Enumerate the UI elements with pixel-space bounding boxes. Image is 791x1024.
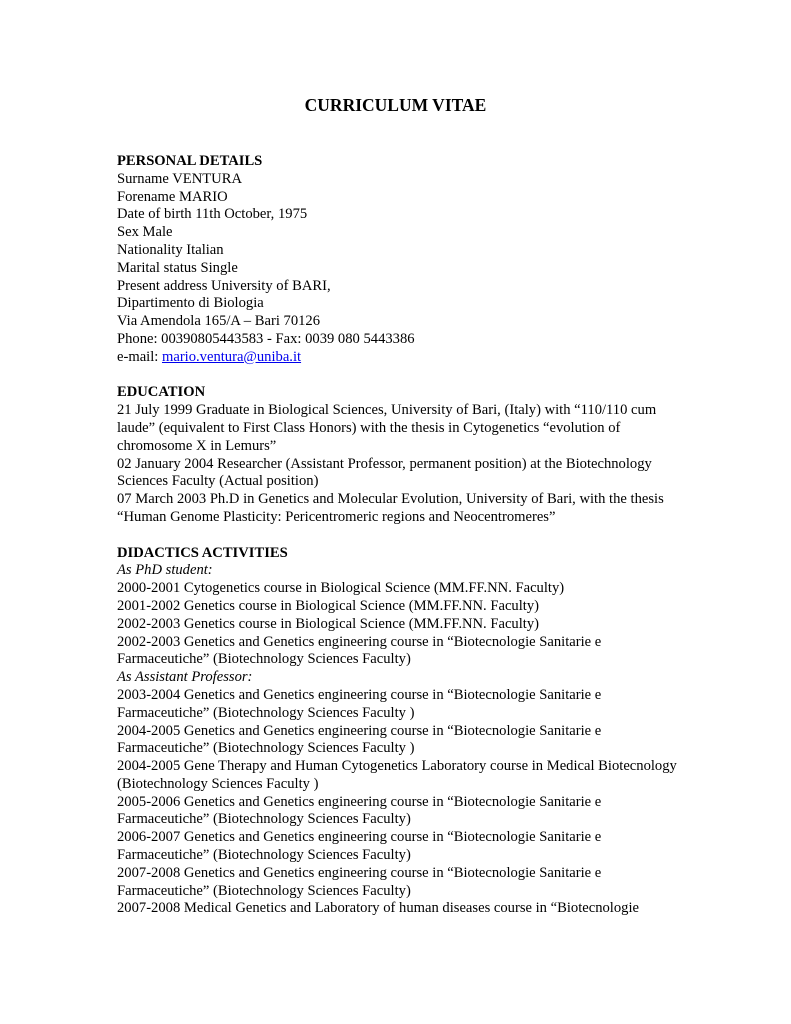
document-body [117, 153, 677, 936]
didactics-item: 2005-2006 Genetics and Genetics engineering course in “Biotecnologie Sanitarie e Farmaceutiche” (Biotechnology Sciences Faculty) [117, 793, 602, 828]
sex-line: Sex Male [117, 224, 173, 241]
didactics-item: 2006-2007 Genetics and Genetics engineering course in “Biotecnologie Sanitarie e Farmaceutiche” (Biotechnology Sciences Faculty) [117, 829, 602, 864]
personal-details-section [117, 153, 677, 367]
personal-details-heading: PERSONAL DETAILS [117, 153, 263, 169]
phd-student-label: As PhD student: [117, 562, 213, 579]
department-line: Dipartimento di Biologia [117, 295, 264, 312]
surname-line: Surname VENTURA [117, 170, 242, 187]
forename-line: Forename MARIO [117, 188, 228, 205]
email-label: e-mail: [117, 348, 162, 365]
didactics-item: 2004-2005 Gene Therapy and Human Cytogenetics Laboratory course in Medical Biotecnology (Biotechnology Sciences Faculty ) [117, 758, 677, 792]
phone-fax-line: Phone: 00390805443583 - Fax: 0039 080 5443386 [117, 330, 415, 347]
nationality-line: Nationality Italian [117, 241, 224, 258]
street-address-line: Via Amendola 165/A – Bari 70126 [117, 313, 321, 330]
assistant-professor-label: As Assistant Professor: [117, 669, 253, 686]
document-title: CURRICULUM VITAE [304, 95, 487, 115]
present-address-line: Present address University of BARI, [117, 277, 331, 294]
education-section [117, 384, 677, 526]
didactics-heading: DIDACTICS ACTIVITIES [117, 544, 288, 561]
didactics-item: 2007-2008 Medical Genetics and Laboratory of human diseases course in “Biotecnologie [117, 900, 639, 917]
didactics-item: 2002-2003 Genetics course in Biological Science (MM.FF.NN. Faculty) [117, 615, 539, 632]
didactics-item: 2007-2008 Genetics and Genetics engineering course in “Biotecnologie Sanitarie e Farmaceutiche” (Biotechnology Sciences Faculty) [117, 864, 602, 899]
date-of-birth-line: Date of birth 11th October, 1975 [117, 206, 308, 223]
didactics-item: 2003-2004 Genetics and Genetics engineering course in “Biotecnologie Sanitarie e Farmaceutiche” (Biotechnology Sciences Faculty ) [117, 686, 602, 721]
didactics-item: 2001-2002 Genetics course in Biological Science (MM.FF.NN. Faculty) [117, 597, 539, 614]
education-entry-researcher: 02 January 2004 Researcher (Assistant Professor, permanent position) at the Biotechnology Sciences Faculty (Actual position) [117, 455, 652, 490]
didactics-item: 2004-2005 Genetics and Genetics engineering course in “Biotecnologie Sanitarie e Farmaceutiche” (Biotechnology Sciences Faculty ) [117, 722, 602, 757]
didactics-section [117, 545, 677, 919]
marital-status-line: Marital status Single [117, 259, 238, 276]
education-heading: EDUCATION [117, 384, 206, 401]
email-link[interactable]: mario.ventura@uniba.it [161, 348, 302, 365]
education-entry-degree: 21 July 1999 Graduate in Biological Sciences, University of Bari, (Italy) with “110/110 cum laude” (equivalent to First Class Honors) with the thesis in Cytogenetics “evolution of chromosome X in Lemurs” [117, 402, 657, 454]
didactics-item: 2002-2003 Genetics and Genetics engineering course in “Biotecnologie Sanitarie e Farmaceutiche” (Biotechnology Sciences Faculty) [117, 633, 602, 668]
email-line [117, 349, 677, 367]
education-entry-phd: 07 March 2003 Ph.D in Genetics and Molecular Evolution, University of Bari, with the thesis “Human Genome Plasticity: Pericentromeric regions and Neocentromeres” [117, 491, 664, 525]
didactics-item: 2000-2001 Cytogenetics course in Biological Science (MM.FF.NN. Faculty) [117, 580, 565, 597]
